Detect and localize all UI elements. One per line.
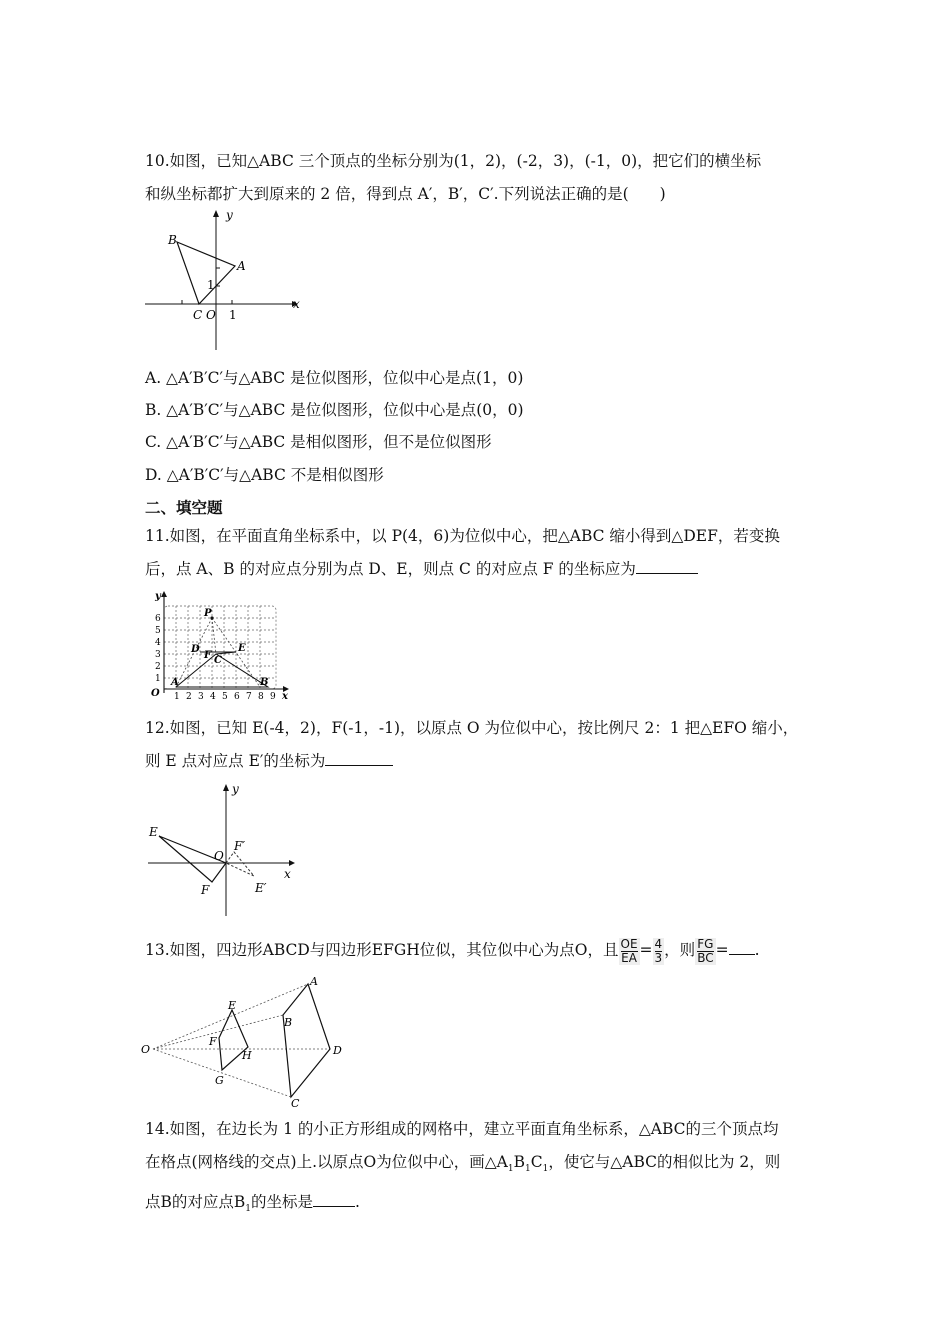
question-14-line-2 xyxy=(145,1146,815,1186)
question-14-line-2-a: 在格点(网格线的交点)上.以原点O为位似中心，画△A xyxy=(145,1153,508,1171)
question-14-line-3 xyxy=(145,1186,815,1226)
x-tick: 3 xyxy=(198,692,204,700)
x-tick: 9 xyxy=(270,692,276,700)
question-13-text-start: 13.如图，四边形ABCD与四边形EFGH位似，其位似中心为点O，且 xyxy=(145,941,619,959)
question-12-line-2 xyxy=(145,745,815,778)
question-10-line-1: 10.如图，已知△ABC 三个顶点的坐标分别为(1，2)，(-2，3)，(-1，0)，把它们的横坐标 xyxy=(145,152,762,170)
label-one-y: 1 xyxy=(207,278,215,292)
x-tick: 1 xyxy=(174,692,180,700)
label-f: F xyxy=(209,1035,217,1048)
x-tick: 4 xyxy=(210,692,216,700)
label-o: O xyxy=(214,849,224,863)
figure-q11 xyxy=(146,588,291,700)
label-a: A xyxy=(237,259,246,273)
y-tick: 2 xyxy=(155,662,161,672)
label-y: y xyxy=(226,208,233,222)
x-tick: 8 xyxy=(258,692,264,700)
question-13-text-end: . xyxy=(754,941,760,959)
subscript: 1 xyxy=(524,1164,531,1175)
question-14 xyxy=(145,1113,815,1226)
question-14-line-3-b: 的坐标是 xyxy=(251,1193,314,1212)
question-13-line-1 xyxy=(145,934,815,967)
question-11-line-2-text: 后，点 A、B 的对应点分别为点 D、E，则点 C 的对应点 F 的坐标应为 xyxy=(145,560,636,578)
option-d[interactable]: D. △A′B′C′与△ABC 不是相似图形 xyxy=(145,466,384,484)
label-o: O xyxy=(151,688,160,699)
fraction-numerator: FG xyxy=(697,936,714,951)
label-a: A xyxy=(310,975,318,988)
option-c[interactable]: C. △A′B′C′与△ABC 是相似图形，但不是位似图形 xyxy=(145,433,492,451)
label-f-prime: F′ xyxy=(234,839,246,853)
label-c: C xyxy=(291,1097,300,1110)
question-10-line-2: 和纵坐标都扩大到原来的 2 倍，得到点 A′，B′，C′.下列说法正确的是( ) xyxy=(145,185,666,203)
label-b: B xyxy=(284,1016,293,1029)
question-13-text-mid: ，则 xyxy=(664,941,696,959)
section-heading: 二、填空题 xyxy=(145,499,223,517)
label-f: F xyxy=(204,650,212,661)
label-o: O xyxy=(206,308,216,322)
question-12 xyxy=(145,712,815,778)
label-a: A xyxy=(171,677,179,688)
figure-q13 xyxy=(138,975,353,1110)
question-14-line-2-b: B xyxy=(513,1153,525,1171)
figure-q12 xyxy=(140,780,310,920)
y-tick: 1 xyxy=(155,674,161,684)
equals-sign: = xyxy=(639,941,653,959)
label-c: C xyxy=(214,655,222,666)
label-b: B xyxy=(168,233,177,247)
label-b: B xyxy=(260,677,269,688)
label-y: y xyxy=(232,782,239,796)
question-14-line-2-c: C xyxy=(530,1153,543,1171)
fraction-denominator: BC xyxy=(697,950,714,965)
fraction-fg-bc xyxy=(695,938,715,965)
subscript: 1 xyxy=(245,1204,252,1215)
option-a[interactable]: A. △A′B′C′与△ABC 是位似图形，位似中心是点(1，0) xyxy=(145,369,524,387)
label-c: C xyxy=(193,308,203,322)
option-b[interactable]: B. △A′B′C′与△ABC 是位似图形，位似中心是点(0，0) xyxy=(145,401,524,419)
y-tick: 6 xyxy=(155,614,161,624)
question-14-line-1: 14.如图，在边长为 1 的小正方形组成的网格中，建立平面直角坐标系，△ABC的三个顶点均 xyxy=(145,1120,779,1138)
question-10 xyxy=(145,145,815,211)
label-d: D xyxy=(333,1044,342,1057)
question-13 xyxy=(145,934,815,967)
answer-blank-14[interactable] xyxy=(313,1190,355,1207)
question-12-line-1: 12.如图，已知 E(-4，2)，F(-1，-1)，以原点 O 为位似中心，按比例尺 2：1 把△EFO 缩小， xyxy=(145,719,799,737)
label-x: x xyxy=(293,297,300,311)
label-e: E xyxy=(238,643,246,654)
question-11-line-2 xyxy=(145,553,815,586)
x-tick: 7 xyxy=(246,692,252,700)
x-tick: 2 xyxy=(186,692,192,700)
label-e: E xyxy=(228,999,237,1012)
question-13-text-after: = xyxy=(715,941,729,959)
label-g: G xyxy=(215,1074,224,1087)
subscript: 1 xyxy=(542,1164,549,1175)
label-one-x: 1 xyxy=(229,308,237,322)
answer-blank-11[interactable] xyxy=(636,557,698,574)
fraction-four-thirds xyxy=(653,938,665,965)
answer-blank-13[interactable] xyxy=(729,938,755,955)
question-14-line-3-a: 点B的对应点B xyxy=(145,1193,246,1212)
answer-blank-12[interactable] xyxy=(325,749,393,766)
question-11-line-1: 11.如图，在平面直角坐标系中，以 P(4，6)为位似中心，把△ABC 缩小得到△DEF，若变换 xyxy=(145,527,780,545)
fraction-denominator: 3 xyxy=(654,950,663,965)
label-f: F xyxy=(201,883,210,897)
fraction-oe-ea xyxy=(619,938,640,965)
subscript: 1 xyxy=(507,1164,514,1175)
fraction-denominator: EA xyxy=(621,950,637,965)
label-p: P xyxy=(204,608,212,619)
question-11 xyxy=(145,520,815,586)
question-12-line-2-text: 则 E 点对应点 E′的坐标为 xyxy=(145,752,326,770)
figure-q10 xyxy=(140,205,310,355)
label-o: O xyxy=(141,1043,151,1056)
x-tick: 6 xyxy=(234,692,240,700)
label-y: y xyxy=(155,591,161,602)
y-tick: 4 xyxy=(155,638,161,648)
fraction-numerator: 4 xyxy=(654,936,663,951)
question-14-line-3-end: . xyxy=(355,1193,360,1212)
label-e: E xyxy=(149,825,158,839)
x-tick: 5 xyxy=(222,692,228,700)
fraction-numerator: OE xyxy=(620,936,638,951)
label-d: D xyxy=(191,644,200,655)
label-x: x xyxy=(284,867,291,881)
label-h: H xyxy=(242,1049,252,1062)
label-e-prime: E′ xyxy=(255,881,267,895)
question-14-line-2-d: ，使它与△ABC的相似比为 2，则 xyxy=(548,1153,781,1171)
y-tick: 3 xyxy=(155,650,161,660)
label-x: x xyxy=(282,691,288,700)
y-tick: 5 xyxy=(155,626,161,636)
